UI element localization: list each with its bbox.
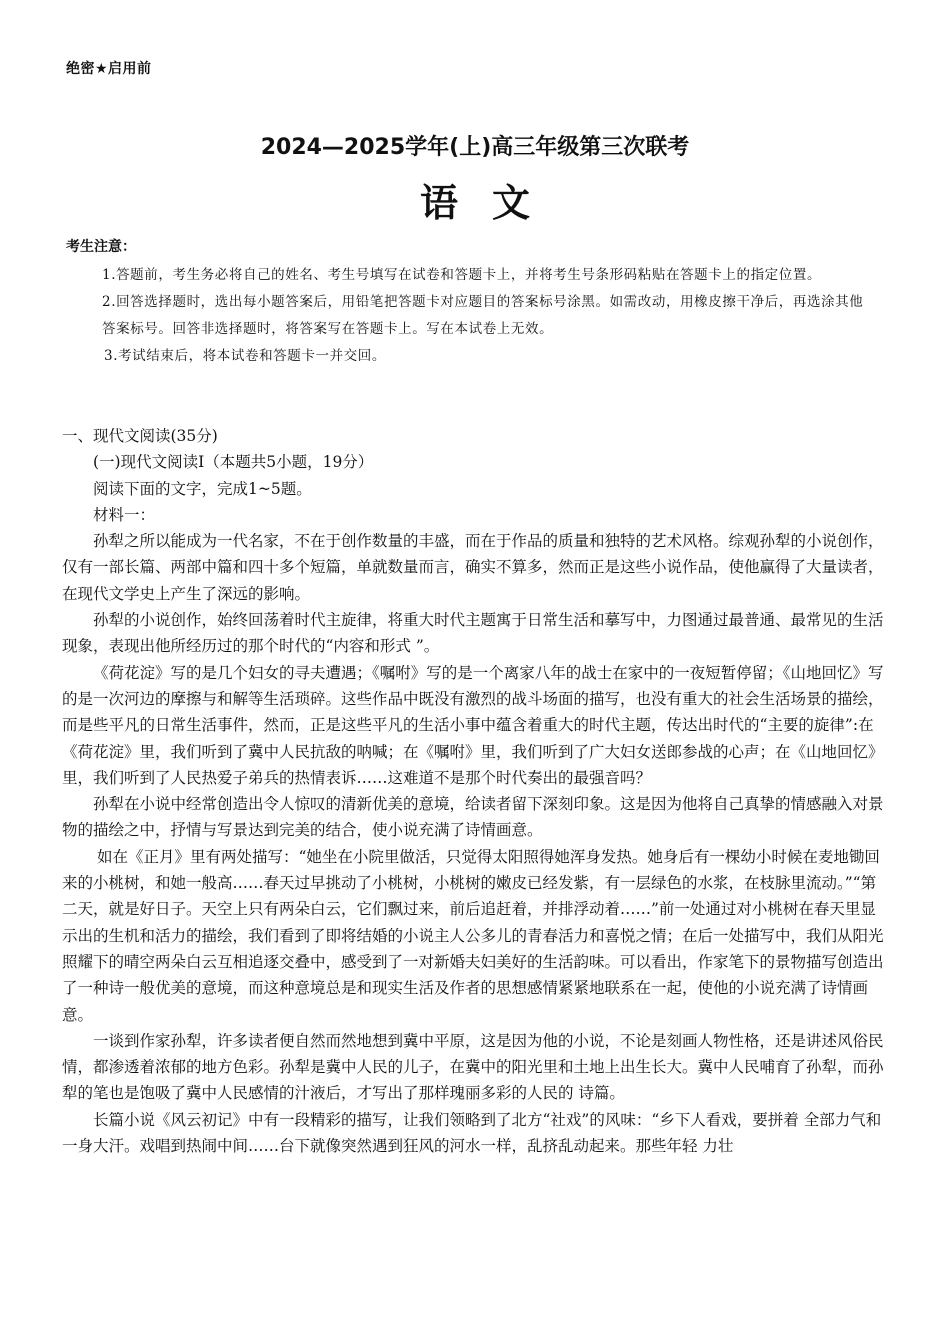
paragraph: 孙犁在小说中经常创造出令人惊叹的清新优美的意境，给读者留下深刻印象。这是因为他将自己真挚的情感融入对景物的描绘之中，抒情与写景达到完美的结合，使小说充满了诗情画意。: [62, 795, 884, 840]
notice-item: 1.答题前，考生务必将自己的姓名、考生号填写在试卷和答题卡上，并将考生号条形码粘贴在答题卡上的指定位置。: [102, 267, 822, 283]
confidential-mark: 绝密★启用前: [66, 61, 152, 77]
paragraph: 如在《正月》里有两处描写：“她坐在小院里做活，只觉得太阳照得她浑身发热。她身后有一棵幼小时候在麦地锄回来的小桃树，和她一般高……春天过早挑动了小桃树，小桃树的嫩皮已经发紫，有一层绿色的水浆，在枝脉里流动。”“第二天，就是好日子。天空上只有两朵白云，它们飘过来，前后追赶着，并排浮动着……”前一处通过对小桃树在春天里显示出的生机和活力的描绘，我们看到了即将结婚的小说主人公多儿的青春活力和喜悦之情；在后一处描写中，我们从阳光照耀下的晴空两朵白云互相追逐交叠中，感受到了一对新婚夫妇美好的生活韵味。可以看出，作家笔下的景物描写创造出了一种诗一般优美的意境，而这种意境总是和现实生活及作者的思想感情紧紧地联系在一起，使他的小说充满了诗情画意。: [62, 847, 884, 1024]
paragraph: 孙犁之所以能成为一代名家，不在于创作数量的丰盛，而在于作品的质量和独特的艺术风格。综观孙犁的小说创作，仅有一部长篇、两部中篇和四十多个短篇，单就数量而言，确实不算多，然而正是这些小说作品，使他赢得了大量读者，在现代文学史上产生了深远的影响。: [62, 532, 884, 603]
paragraph: 《荷花淀》写的是几个妇女的寻夫遭遇；《嘱咐》写的是一个离家八年的战士在家中的一夜短暂停留；《山地回忆》写的是一次河边的摩擦与和解等生活琐碎。这些作品中既没有激烈的战斗场面的描写，也没有重大的社会生活场景的描绘，而是些平凡的日常生活事件，然而，正是这些平凡的生活小事中蕴含着重大的时代主题，传达出时代的“主要的旋律”:在《荷花淀》里，我们听到了冀中人民抗敌的呐喊；在《嘱咐》里，我们听到了广大妇女送郎参战的心声；在《山地回忆》里，我们听到了人民热爱子弟兵的热情表诉……这难道不是那个时代奏出的最强音吗？: [62, 663, 884, 787]
notice-item: 3.考试结束后，将本试卷和答题卡一并交回。: [104, 348, 386, 364]
paragraph: 长篇小说《风云初记》中有一段精彩的描写，让我们领略到了北方“社戏”的风味：“乡下人看戏，要拼着 全部力气和一身大汗。戏唱到热闹中间……台下就像突然遇到狂风的河水一样，乱挤乱动起来。那些年轻 力壮: [62, 1110, 882, 1156]
notice-list: [102, 262, 872, 370]
material-label: 材料一：: [93, 505, 156, 524]
notice-item: 2.回答选择题时，选出每小题答案后，用铅笔把答题卡对应题目的答案标号涂黑。如需改动，用橡皮擦干净后，再选涂其他答案标号。回答非选择题时，将答案写在答题卡上。写在本试卷上无效。: [102, 294, 864, 337]
notice-heading: 考生注意：: [66, 239, 136, 255]
section-title: 一、现代文阅读(35分): [62, 427, 218, 445]
section-instruction: 阅读下面的文字，完成1~5题。: [93, 479, 312, 498]
section-subtitle: (一)现代文阅读Ⅰ（本题共5小题，19分）: [93, 453, 374, 472]
subject-title: 语文: [419, 181, 564, 225]
paragraph: 一谈到作家孙犁，许多读者便自然而然地想到冀中平原，这是因为他的小说，不论是刻画人物性格，还是讲述风俗民情，都渗透着浓郁的地方色彩。孙犁是冀中人民的儿子，在冀中的阳光里和土地上出生长大。冀中人民哺育了孙犁，而孙犁的笔也是饱吸了冀中人民感情的汁液后，才写出了那样瑰丽多彩的人民的 诗篇。: [62, 1031, 884, 1103]
exam-title: 2024—2025学年(上)高三年级第三次联考: [260, 135, 690, 160]
paragraph: 孙犁的小说创作，始终回荡着时代主旋律，将重大时代主题寓于日常生活和摹写中，力图通过最普通、最常见的生活现象，表现出他所经历过的那个时代的“内容和形式 ”。: [62, 611, 884, 656]
reading-section: [62, 423, 884, 1159]
